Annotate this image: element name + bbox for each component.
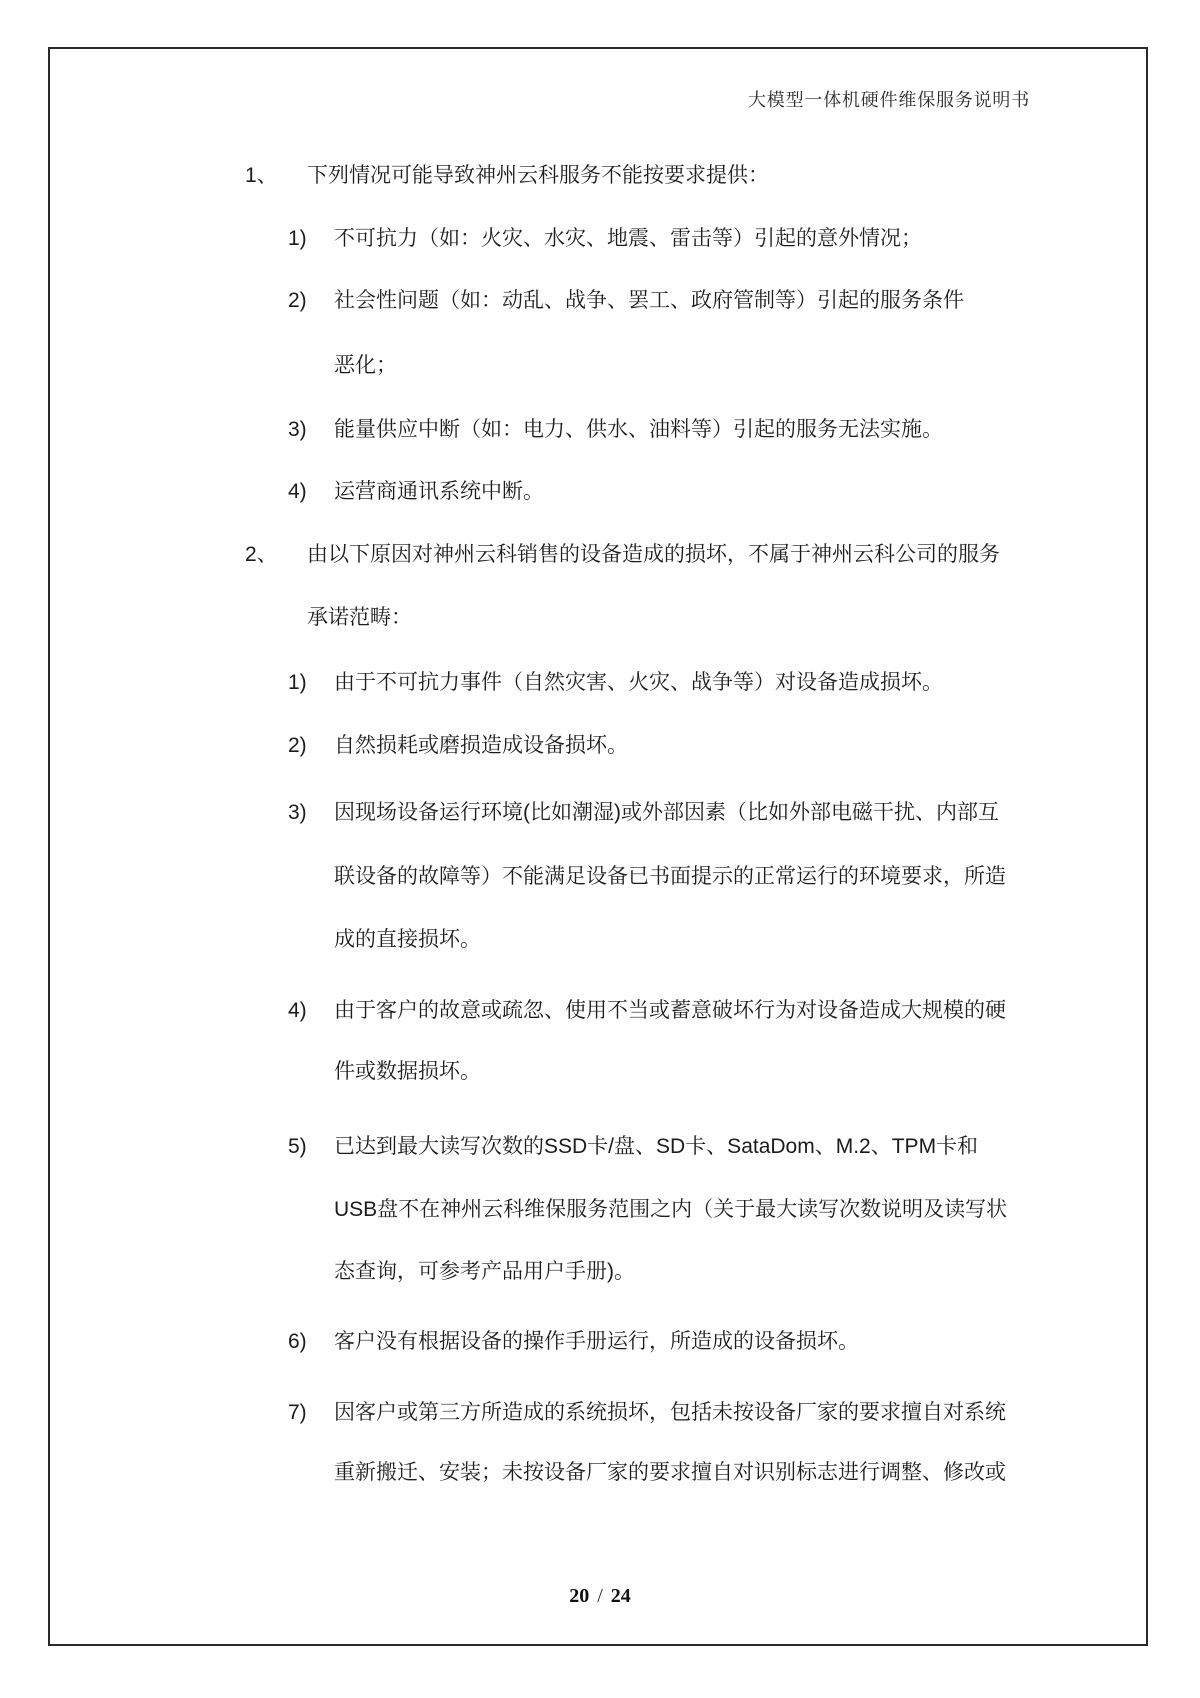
list-item-text: 客户没有根据设备的操作手册运行，所造成的设备损坏。 <box>334 1330 859 1353</box>
list-item-number: 1) <box>288 671 307 694</box>
page-header-title: 大模型一体机硬件维保服务说明书 <box>748 90 1030 110</box>
list-item-number: 7) <box>288 1401 307 1424</box>
document-line <box>0 1326 1200 1358</box>
list-item-number: 1、 <box>245 164 278 187</box>
document-line <box>0 160 1200 192</box>
document-line <box>0 995 1200 1027</box>
document-line <box>0 1131 1200 1163</box>
page-number-separator: / <box>597 1585 603 1607</box>
list-item-text: 承诺范畴： <box>307 606 412 629</box>
list-item-number: 4) <box>288 999 307 1022</box>
document-line <box>0 539 1200 571</box>
document-line <box>0 1194 1200 1226</box>
document-line <box>0 476 1200 508</box>
list-item-number: 4) <box>288 480 307 503</box>
list-item-number: 2) <box>288 734 307 757</box>
list-item-number: 6) <box>288 1330 307 1353</box>
current-page-number: 20 <box>569 1585 590 1607</box>
list-item-text: 因现场设备运行环境(比如潮湿)或外部因素（比如外部电磁干扰、内部互 <box>334 801 999 824</box>
list-item-number: 1) <box>288 227 307 250</box>
document-line <box>0 1256 1200 1288</box>
list-item-text: 态查询，可参考产品用户手册)。 <box>334 1260 635 1283</box>
document-line <box>0 797 1200 829</box>
list-item-text: 社会性问题（如：动乱、战争、罢工、政府管制等）引起的服务条件 <box>334 289 964 312</box>
list-item-text: 能量供应中断（如：电力、供水、油料等）引起的服务无法实施。 <box>334 418 943 441</box>
total-page-number: 24 <box>610 1585 631 1607</box>
list-item-number: 2) <box>288 289 307 312</box>
list-item-text: 由于客户的故意或疏忽、使用不当或蓄意破坏行为对设备造成大规模的硬 <box>334 999 1006 1022</box>
page-footer <box>0 1582 1200 1610</box>
list-item-text: 联设备的故障等）不能满足设备已书面提示的正常运行的环境要求，所造 <box>334 865 1006 888</box>
list-item-number: 3) <box>288 418 307 441</box>
document-line <box>0 223 1200 255</box>
list-item-text: 由以下原因对神州云科销售的设备造成的损坏，不属于神州云科公司的服务 <box>307 543 1000 566</box>
list-item-text: 下列情况可能导致神州云科服务不能按要求提供： <box>307 164 769 187</box>
document-line <box>0 861 1200 893</box>
document-line <box>0 1397 1200 1429</box>
list-item-number: 5) <box>288 1135 307 1158</box>
document-line <box>0 1056 1200 1088</box>
list-item-text: 重新搬迁、安装；未按设备厂家的要求擅自对识别标志进行调整、修改或 <box>334 1461 1006 1484</box>
document-line <box>0 602 1200 634</box>
list-item-text: 件或数据损坏。 <box>334 1060 481 1083</box>
document-line <box>0 350 1200 382</box>
document-line <box>0 285 1200 317</box>
list-item-text: 成的直接损坏。 <box>334 928 481 951</box>
document-line <box>0 667 1200 699</box>
document-line <box>0 414 1200 446</box>
list-item-text: 恶化； <box>334 354 397 377</box>
list-item-text: 由于不可抗力事件（自然灾害、火灾、战争等）对设备造成损坏。 <box>334 671 943 694</box>
list-item-text: 不可抗力（如：火灾、水灾、地震、雷击等）引起的意外情况； <box>334 227 922 250</box>
list-item-text: 因客户或第三方所造成的系统损坏，包括未按设备厂家的要求擅自对系统 <box>334 1401 1006 1424</box>
document-line <box>0 1457 1200 1489</box>
document-line <box>0 924 1200 956</box>
list-item-text: 运营商通讯系统中断。 <box>334 480 544 503</box>
list-item-number: 3) <box>288 801 307 824</box>
list-item-text: 自然损耗或磨损造成设备损坏。 <box>334 734 628 757</box>
document-line <box>0 730 1200 762</box>
list-item-number: 2、 <box>245 543 278 566</box>
list-item-text: USB盘不在神州云科维保服务范围之内（关于最大读写次数说明及读写状 <box>334 1198 1008 1221</box>
list-item-text: 已达到最大读写次数的SSD卡/盘、SD卡、SataDom、M.2、TPM卡和 <box>334 1135 979 1158</box>
